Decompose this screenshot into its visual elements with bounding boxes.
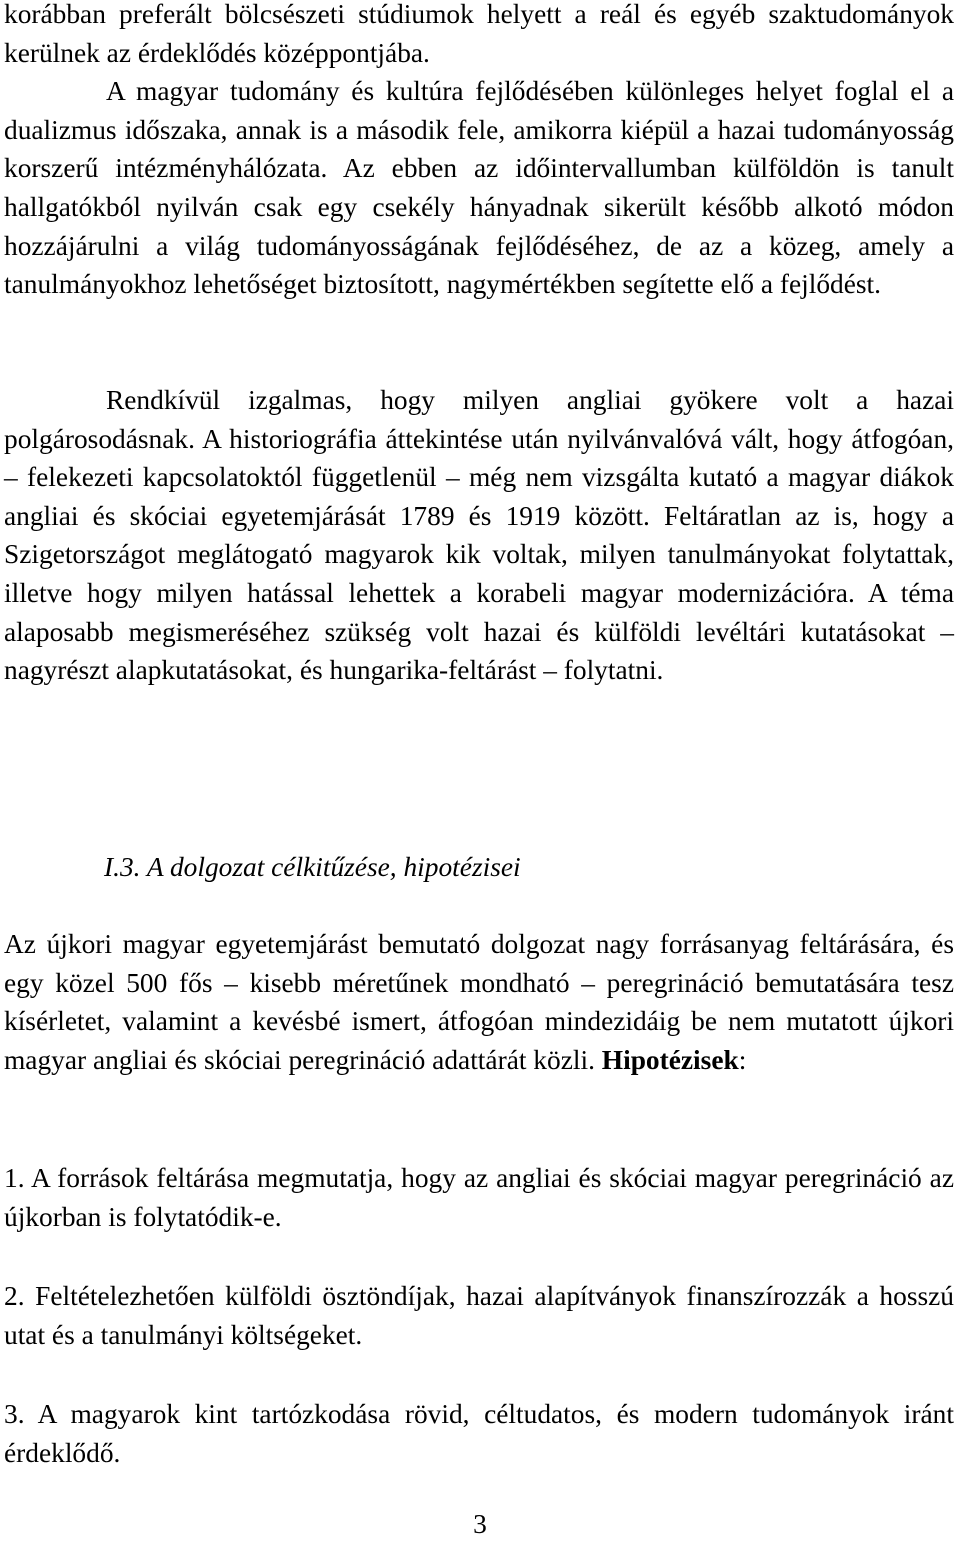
- paragraph-continuation: korábban preferált bölcsészeti stúdiumok helyett a reál és egyéb szaktudományok kerülnek az érdeklődés középpontjába.: [4, 0, 954, 68]
- intro-text-block: [4, 0, 954, 304]
- hypothesis-item-3: 3. A magyarok kint tartózkodása rövid, céltudatos, és modern tudományok iránt érdeklődő.: [4, 1399, 954, 1468]
- aims-text: Az újkori magyar egyetemjárást bemutató dolgozat nagy forrásanyag feltárására, és egy közel 500 fős – kisebb méretűnek mondható – peregrináció bemutatására tesz kísérletet, valamint a kevésbé ismert, átfogóan mindezidáig be nem mutatott újkori magyar angliai és skóciai peregrináció adattárát közli.: [4, 929, 954, 1075]
- hypothesis-item-2: 2. Feltételezhetően külföldi ösztöndíjak, hazai alapítványok finanszírozzák a hosszú utat és a tanulmányi költségeket.: [4, 1281, 954, 1350]
- hypothesis-item-1: 1. A források feltárása megmutatja, hogy az angliai és skóciai magyar peregrináció az újkorban is folytatódik-e.: [4, 1163, 954, 1232]
- paragraph-dualism: A magyar tudomány és kultúra fejlődésében különleges helyet foglal el a dualizmus időszaka, annak is a második fele, amikorra kiépül a hazai tudományosság korszerű intézményhálózata. Az ebben az időintervallumban külföldön is tanult hallgatókból nyilván csak egy csekély hányadnak sikerült később alkotó módon hozzájárulni a világ tudományosságának fejlődéséhez, de az a közeg, amely a tanulmányokhoz lehetőséget biztosított, nagymértékben segítette elő a fejlődést.: [4, 76, 954, 300]
- hypotheses-colon: :: [738, 1044, 747, 1075]
- paragraph-aims: [4, 925, 954, 1079]
- paragraph-english-roots: Rendkívül izgalmas, hogy milyen angliai gyökere volt a hazai polgárosodásnak. A historiográfia áttekintése után nyilvánvalóvá vált, hogy átfogóan, – felekezeti kapcsolatoktól függetlenül – még nem vizsgálta kutató a magyar diákok angliai és skóciai egyetemjárását 1789 és 1919 között. Feltáratlan az is, hogy a Szigetországot meglátogató magyarok kik voltak, milyen tanulmányokat folytattak, illetve hogy milyen hatással lehettek a korabeli magyar modernizációra. A téma alaposabb megismeréséhez szükség volt hazai és külföldi levéltári kutatásokat – nagyrészt alapkutatásokat, és hungarika-feltárást – folytatni.: [4, 385, 954, 686]
- section-heading: I.3. A dolgozat célkitűzése, hipotézisei: [104, 852, 521, 882]
- page-number: 3: [473, 1509, 487, 1539]
- hypotheses-label: Hipotézisek: [601, 1044, 739, 1075]
